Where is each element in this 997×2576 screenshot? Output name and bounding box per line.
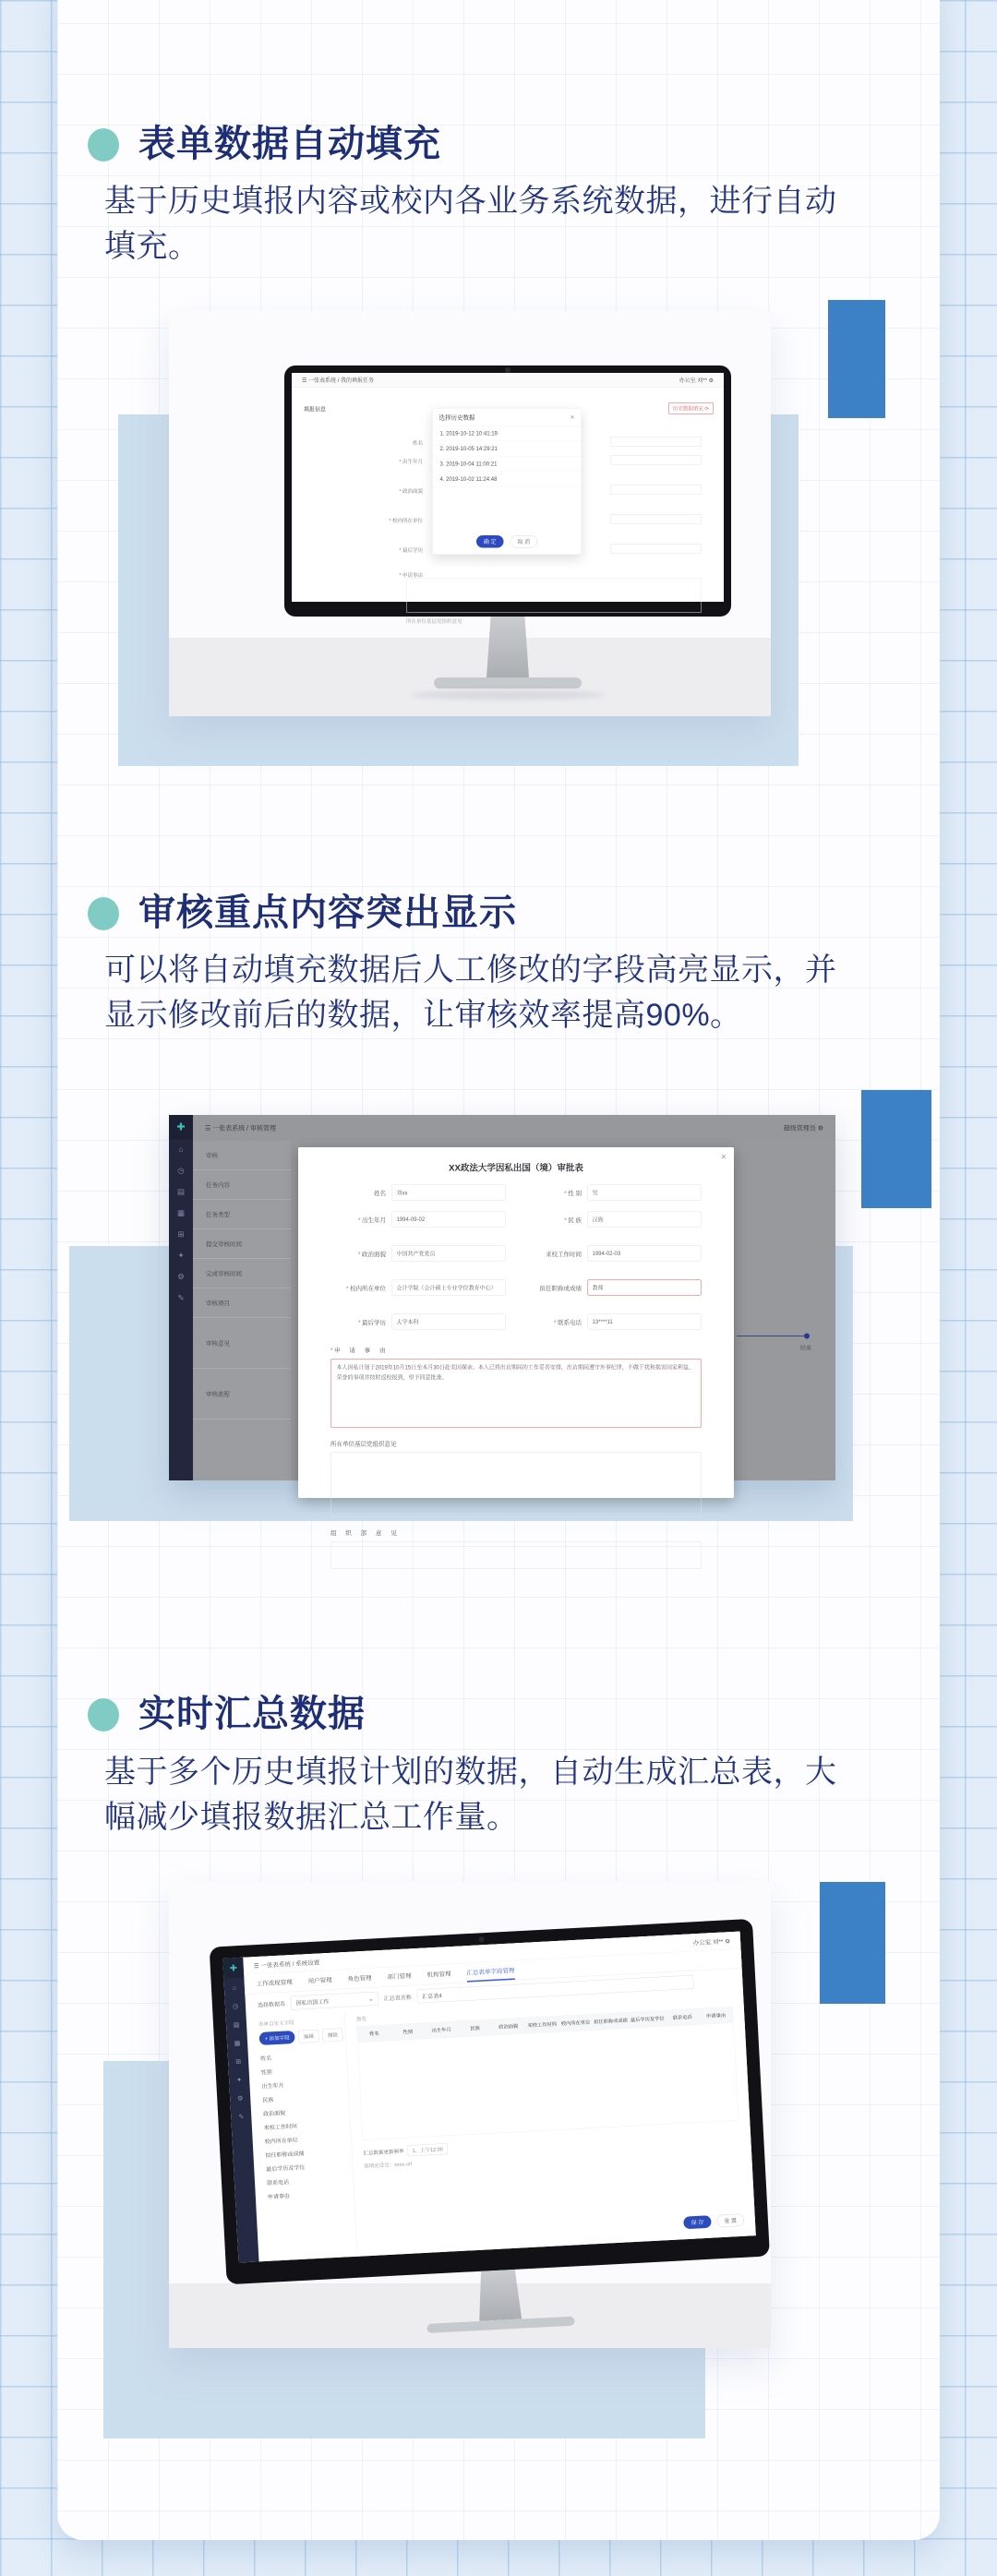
sidebar-icon[interactable]: ⊞ xyxy=(177,1229,185,1239)
field-list-item[interactable]: 出生年月 xyxy=(261,2081,284,2090)
section-bullet xyxy=(88,897,119,930)
history-item[interactable]: 1. 2019-10-12 10:41:19 xyxy=(433,426,582,442)
history-data-modal xyxy=(432,408,582,555)
history-item[interactable]: 4. 2019-10-02 11:24:48 xyxy=(433,472,582,487)
apply-reason-textarea-highlighted[interactable]: 本人因私计划于2019年10月15日至本月30日赴美国探亲。本人已将出访期间的工作妥善安排，出访期间遵守外事纪律，不做干扰和损害国家利益、荣誉的事项并按时返校报到，望予同意批准。 xyxy=(330,1359,702,1428)
gear-icon[interactable]: ⚙ xyxy=(725,1937,731,1945)
table-column-header: 申请事由 xyxy=(705,2012,727,2019)
sidebar-icon[interactable]: ✎ xyxy=(177,1293,185,1302)
form-input[interactable] xyxy=(610,455,702,465)
screen2-ui xyxy=(169,1115,835,1537)
table-column-header: 姓名 xyxy=(369,2031,379,2037)
screen1-topbar xyxy=(292,373,724,388)
imac-stand xyxy=(486,617,529,677)
sidebar-icon[interactable]: ✦ xyxy=(177,1251,185,1260)
close-icon[interactable]: ✕ xyxy=(720,1153,727,1161)
history-item[interactable]: 2. 2019-10-05 14:29:21 xyxy=(433,441,582,457)
table-column-header: 联系电话 xyxy=(672,2014,692,2021)
prefill-setting: 预填充设定：xxxx.url xyxy=(364,2161,413,2170)
gear-icon[interactable]: ⚙ xyxy=(708,377,714,384)
field-list-item[interactable]: 申请事由 xyxy=(267,2192,291,2200)
tilted-imac xyxy=(210,1919,775,2362)
chevron-down-icon: ⌄ xyxy=(368,1995,374,2003)
data-table-select[interactable]: 因私出国工作 ⌄ xyxy=(291,1992,379,2010)
field-input[interactable]: 会计学院（会计硕士专业学位教育中心） xyxy=(391,1280,506,1296)
modal-header xyxy=(433,409,582,426)
field-list-item[interactable]: 政治面貌 xyxy=(262,2109,286,2117)
form-row xyxy=(330,1246,702,1262)
tab-departments[interactable]: 部门管理 xyxy=(387,1971,412,1981)
screen2-topbar xyxy=(193,1115,835,1141)
section-title: 实时汇总数据 xyxy=(138,1694,366,1734)
edit-button[interactable]: 编辑 xyxy=(298,2030,319,2043)
filter-label: 汇总表名称 xyxy=(383,1994,412,2002)
approval-form-modal xyxy=(298,1147,734,1537)
form-row xyxy=(330,1212,702,1228)
audit-menu-item[interactable]: 任务内容 xyxy=(193,1170,291,1200)
audit-menu-item[interactable]: 审核项目 xyxy=(193,1288,291,1318)
update-frequency-row: 汇总数据更新频率 1、上午12:00 xyxy=(363,2127,739,2158)
audit-menu-item[interactable]: 审核 xyxy=(193,1141,291,1170)
section-bullet xyxy=(88,128,119,162)
field-input[interactable]: 1994-09-02 xyxy=(391,1212,506,1228)
field-label: * 政治面貌 xyxy=(357,1250,386,1258)
opinion-textarea[interactable] xyxy=(330,1541,702,1569)
decor-blue-rect xyxy=(820,1882,885,2004)
sidebar-icon[interactable]: ▦ xyxy=(176,1208,186,1217)
field-list-item[interactable]: 校内所在单位 xyxy=(264,2136,298,2145)
sidebar-icon[interactable]: ⌂ xyxy=(178,1144,184,1154)
gear-icon[interactable]: ⚙ xyxy=(817,1124,823,1132)
tab-users[interactable]: 用户管理 xyxy=(307,1976,332,1985)
imac-stand xyxy=(476,2270,522,2321)
sidebar-icon[interactable]: ⚙ xyxy=(177,1272,185,1281)
section-desc: 基于多个历史填报计划的数据，自动生成汇总表，大幅减少填报数据汇总工作量。 xyxy=(104,1755,837,1836)
timeline-node xyxy=(804,1334,810,1339)
field-input[interactable]: 13****11 xyxy=(587,1314,702,1330)
user-menu[interactable]: 办公室 刘** ⚙ xyxy=(679,377,714,384)
modal-buttons xyxy=(433,535,582,548)
field-list-item[interactable]: 拟任职称或成绩 xyxy=(265,2150,305,2159)
field-list-item[interactable]: 最后学历及学位 xyxy=(266,2163,306,2173)
form-row xyxy=(330,1280,702,1296)
breadcrumb: ☰ 一张表系统 / 我的填报任务 xyxy=(302,377,375,384)
field-list-item[interactable]: 来校工作时间 xyxy=(263,2123,298,2131)
tab-workflow[interactable]: 工作流程管理 xyxy=(256,1978,293,1988)
sidebar-icon[interactable]: ✦ xyxy=(236,2075,243,2084)
form-label: * 申请事由 xyxy=(399,572,423,579)
app-logo-icon: ✚ xyxy=(169,1115,193,1139)
opinion-textarea[interactable] xyxy=(330,1453,702,1517)
audit-menu-item[interactable]: 提交审核时间 xyxy=(193,1229,291,1259)
field-label: 所在单位基层党组织意见 xyxy=(330,1440,397,1447)
imac-base xyxy=(434,677,582,689)
table-column-header: 校内所在单位 xyxy=(560,2019,591,2027)
close-icon[interactable]: ✕ xyxy=(570,413,575,421)
tab-summary-fields[interactable]: 汇总表单字段管理 xyxy=(466,1965,515,1982)
form-textarea[interactable] xyxy=(406,578,702,613)
section-title: 审核重点内容突出显示 xyxy=(138,893,517,933)
field-input[interactable]: 汉族 xyxy=(587,1212,702,1228)
form-label: * 校内所在单位 xyxy=(389,518,423,524)
frequency-tag[interactable]: 1、上午12:00 xyxy=(407,2143,448,2156)
table-column-header: 民族 xyxy=(470,2025,480,2032)
app-sidebar xyxy=(169,1115,193,1480)
sidebar-icon[interactable]: ▤ xyxy=(176,1187,186,1196)
form-row xyxy=(330,1314,702,1330)
delete-button[interactable]: 删除 xyxy=(322,2028,343,2042)
form-label: * 政治面貌 xyxy=(399,488,423,495)
screen1-content xyxy=(292,388,724,625)
app-logo-icon: ✚ xyxy=(222,1958,244,1979)
screen1-ui xyxy=(292,373,724,625)
field-input[interactable]: 刘xx xyxy=(391,1185,506,1201)
field-input-highlighted[interactable]: 教师 xyxy=(587,1280,702,1296)
field-label: * 最后学历 xyxy=(357,1318,386,1326)
field-label: * 民 族 xyxy=(564,1216,582,1224)
imac-shadow xyxy=(411,690,605,700)
timeline-label: 结束 xyxy=(799,1345,811,1351)
section-title: 表单数据自动填充 xyxy=(138,124,441,164)
save-button[interactable]: 保 存 xyxy=(683,2215,711,2229)
field-input[interactable]: 大学本科 xyxy=(391,1314,506,1330)
field-input[interactable]: 1994-02-03 xyxy=(587,1246,702,1262)
table-column-header: 出生年月 xyxy=(431,2027,451,2034)
audit-menu-item[interactable]: 审核意见 xyxy=(193,1318,291,1369)
field-list-item[interactable]: 民族 xyxy=(262,2096,274,2103)
menu-icon[interactable]: ☰ xyxy=(302,377,307,384)
tab-organizations[interactable]: 机构管理 xyxy=(426,1970,451,1979)
sidebar-icon[interactable]: ◷ xyxy=(232,2001,239,2010)
sidebar-icon[interactable]: ◷ xyxy=(177,1166,185,1175)
form-input[interactable] xyxy=(610,514,702,524)
menu-icon[interactable]: ☰ xyxy=(253,1961,259,1970)
screenshot-approval xyxy=(169,1115,835,1537)
preview-label: 预览 xyxy=(355,2016,367,2022)
table-column-header: 性别 xyxy=(402,2029,414,2035)
section-desc: 可以将自动填充数据后人工修改的字段高亮显示，并显示修改前后的数据，让审核效率提高90%。 xyxy=(104,953,837,1034)
history-item[interactable]: 3. 2019-10-04 11:00:21 xyxy=(433,457,582,473)
add-field-button[interactable]: + 添加字段 xyxy=(259,2031,295,2045)
confirm-button[interactable]: 确 定 xyxy=(476,535,504,548)
sidebar-icon[interactable]: ▤ xyxy=(233,2019,240,2029)
sidebar-icon-list xyxy=(169,1139,193,1309)
section-bullet xyxy=(88,1698,119,1731)
audit-menu xyxy=(193,1141,291,1480)
summary-table xyxy=(356,2007,739,2140)
screen3-ui xyxy=(222,1932,756,2263)
field-label: * 性 别 xyxy=(564,1189,582,1197)
user-menu[interactable]: 办公室 刘** ⚙ xyxy=(692,1937,731,1947)
section-desc: 基于历史填报内容或校内各业务系统数据，进行自动填充。 xyxy=(104,184,837,265)
table-column-header: 最后学历及学位 xyxy=(630,2016,665,2023)
breadcrumb: ☰ 一张表系统 / 审核管理 xyxy=(205,1124,277,1132)
camera-icon xyxy=(478,1936,484,1942)
field-list xyxy=(260,2047,354,2204)
sidebar-icon[interactable]: ▦ xyxy=(234,2038,241,2047)
tab-roles[interactable]: 角色管理 xyxy=(347,1974,372,1983)
user-menu[interactable]: 超级管理员 ⚙ xyxy=(783,1124,823,1132)
form-row xyxy=(330,1185,702,1201)
field-label: 来校工作时间 xyxy=(545,1250,582,1258)
audit-menu-item[interactable]: 任务类型 xyxy=(193,1200,291,1229)
audit-menu-item[interactable]: 完成审核时间 xyxy=(193,1259,291,1288)
form-section-label: 所在单位基层党组织意见 xyxy=(406,618,462,625)
modal-title: 选择历史数据 xyxy=(438,413,475,421)
field-input[interactable]: 男 xyxy=(587,1185,702,1201)
field-input[interactable]: 中国共产党党员 xyxy=(391,1246,506,1262)
history-item-list xyxy=(433,426,582,487)
field-panel-title: 表单自定义字段 xyxy=(258,2019,294,2028)
audit-menu-item[interactable]: 审核流程 xyxy=(193,1369,291,1420)
field-panel xyxy=(246,2011,358,2261)
decor-blue-rect xyxy=(828,300,885,418)
table-column-header: 政治面貌 xyxy=(498,2023,519,2031)
approval-form-title: XX政法大学因私出国（境）审批表 xyxy=(449,1163,583,1173)
reset-button[interactable]: 重 置 xyxy=(716,2213,744,2227)
field-label: * 申 请 事 由 xyxy=(330,1347,390,1354)
field-label: 拟任职称或成绩 xyxy=(539,1284,582,1292)
form-input[interactable] xyxy=(610,544,702,554)
sidebar-icon[interactable]: ✎ xyxy=(238,2112,245,2121)
sidebar-icon[interactable]: ⚙ xyxy=(236,2093,244,2103)
form-label: 姓名 xyxy=(413,440,423,447)
form-label: * 出生年月 xyxy=(399,459,423,465)
form-input[interactable] xyxy=(610,437,702,447)
action-buttons xyxy=(683,2213,744,2229)
sidebar-icon[interactable]: ⌂ xyxy=(232,1983,237,1992)
summary-name-input[interactable]: 汇总表4 xyxy=(416,1975,693,2004)
field-list-item[interactable]: 姓名 xyxy=(259,2055,272,2062)
table-column-header: 拟任职称或成绩 xyxy=(594,2018,629,2026)
form-label: * 最后学历 xyxy=(399,547,423,554)
field-list-item[interactable]: 性别 xyxy=(260,2068,272,2076)
filter-label: 选择数据表 xyxy=(257,2000,286,2008)
history-fill-button[interactable]: 历史数据填充 ⟳ xyxy=(668,402,714,414)
sidebar-icon[interactable]: ⊞ xyxy=(234,2056,242,2066)
decor-blue-rect xyxy=(861,1090,931,1208)
table-body xyxy=(358,2022,739,2139)
table-column-header: 来校工作时间 xyxy=(527,2021,558,2029)
field-label: * 联系电话 xyxy=(553,1318,582,1326)
form-input[interactable] xyxy=(610,485,702,495)
breadcrumb: ☰ 一张表系统 / 系统设置 xyxy=(253,1959,320,1970)
field-list-item[interactable]: 联系电话 xyxy=(266,2178,290,2187)
cancel-button[interactable]: 取 消 xyxy=(511,535,538,548)
field-label: * 出生年月 xyxy=(357,1216,386,1224)
field-label: 组 织 部 意 见 xyxy=(330,1529,401,1537)
menu-icon[interactable]: ☰ xyxy=(205,1124,211,1132)
field-label: * 校内所在单位 xyxy=(345,1284,386,1292)
field-label: 姓名 xyxy=(373,1189,386,1197)
tab-fill-info[interactable]: 填报信息 xyxy=(304,406,327,413)
field-panel-buttons xyxy=(259,2028,346,2045)
preview-area xyxy=(355,1991,744,2256)
